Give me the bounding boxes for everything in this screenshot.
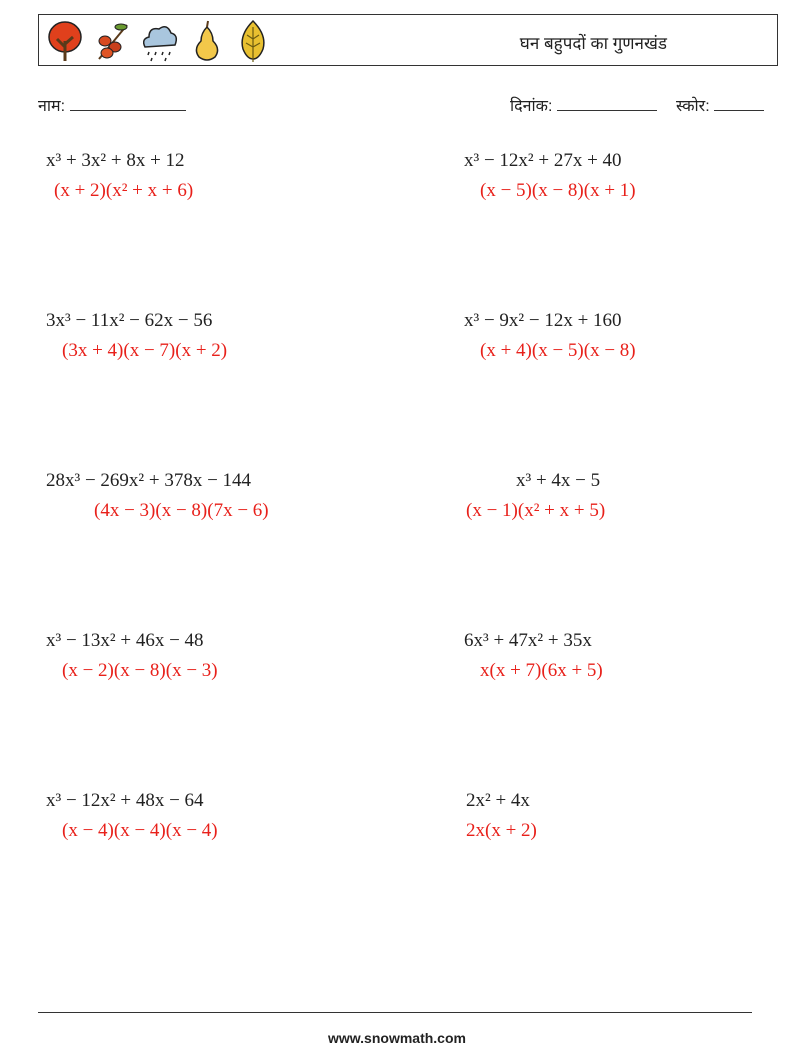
name-field xyxy=(38,94,186,116)
problem-3 xyxy=(46,310,227,362)
problem-answer: (x − 4)(x − 4)(x − 4) xyxy=(62,820,218,841)
pear-icon xyxy=(187,19,227,63)
problem-answer: (3x + 4)(x − 7)(x + 2) xyxy=(62,340,228,361)
problem-9 xyxy=(46,790,218,842)
problem-7 xyxy=(46,630,218,682)
problem-8 xyxy=(464,630,603,682)
date-field xyxy=(510,94,657,116)
footer-divider xyxy=(38,1012,752,1013)
page-title: घन बहुपदों का गुणनखंड xyxy=(519,34,667,53)
problem-answer: (x + 2)(x² + x + 6) xyxy=(54,180,194,201)
rain-cloud-icon xyxy=(139,19,179,63)
date-label: दिनांक: xyxy=(510,98,553,115)
problem-10 xyxy=(466,790,537,842)
problem-answer: (x − 1)(x² + x + 5) xyxy=(466,500,606,521)
problem-answer: 2x(x + 2) xyxy=(466,820,537,841)
problem-answer: x(x + 7)(6x + 5) xyxy=(480,660,603,681)
date-blank xyxy=(557,96,657,111)
problem-expression: x³ + 4x − 5 xyxy=(516,470,601,491)
problem-answer: (x + 4)(x − 5)(x − 8) xyxy=(480,340,636,361)
problem-expression: 28x³ − 269x² + 378x − 144 xyxy=(46,470,252,491)
problem-1 xyxy=(46,150,193,202)
score-blank xyxy=(714,96,764,111)
name-label: नाम: xyxy=(38,98,66,115)
footer-url[interactable]: www.snowmath.com xyxy=(328,1030,466,1046)
berries-icon xyxy=(93,19,133,63)
problem-expression: x³ + 3x² + 8x + 12 xyxy=(46,150,185,171)
problem-answer: (4x − 3)(x − 8)(7x − 6) xyxy=(94,500,269,521)
problem-5 xyxy=(46,470,269,522)
header-box xyxy=(38,14,778,66)
problem-expression: x³ − 13x² + 46x − 48 xyxy=(46,630,204,651)
name-blank xyxy=(70,96,186,111)
problem-expression: 2x² + 4x xyxy=(466,790,530,811)
problem-expression: x³ − 12x² + 27x + 40 xyxy=(464,150,622,171)
problem-expression: x³ − 12x² + 48x − 64 xyxy=(46,790,204,811)
problem-2 xyxy=(464,150,636,202)
tree-icon xyxy=(45,19,85,63)
problem-answer: (x − 2)(x − 8)(x − 3) xyxy=(62,660,218,681)
leaf-icon xyxy=(233,19,273,63)
problem-6 xyxy=(464,470,605,522)
problem-expression: x³ − 9x² − 12x + 160 xyxy=(464,310,622,331)
problem-4 xyxy=(464,310,636,362)
problem-answer: (x − 5)(x − 8)(x + 1) xyxy=(480,180,636,201)
problem-expression: 3x³ − 11x² − 62x − 56 xyxy=(46,310,213,331)
score-label: स्कोर: xyxy=(676,98,710,115)
problem-expression: 6x³ + 47x² + 35x xyxy=(464,630,592,651)
score-field xyxy=(676,94,764,116)
